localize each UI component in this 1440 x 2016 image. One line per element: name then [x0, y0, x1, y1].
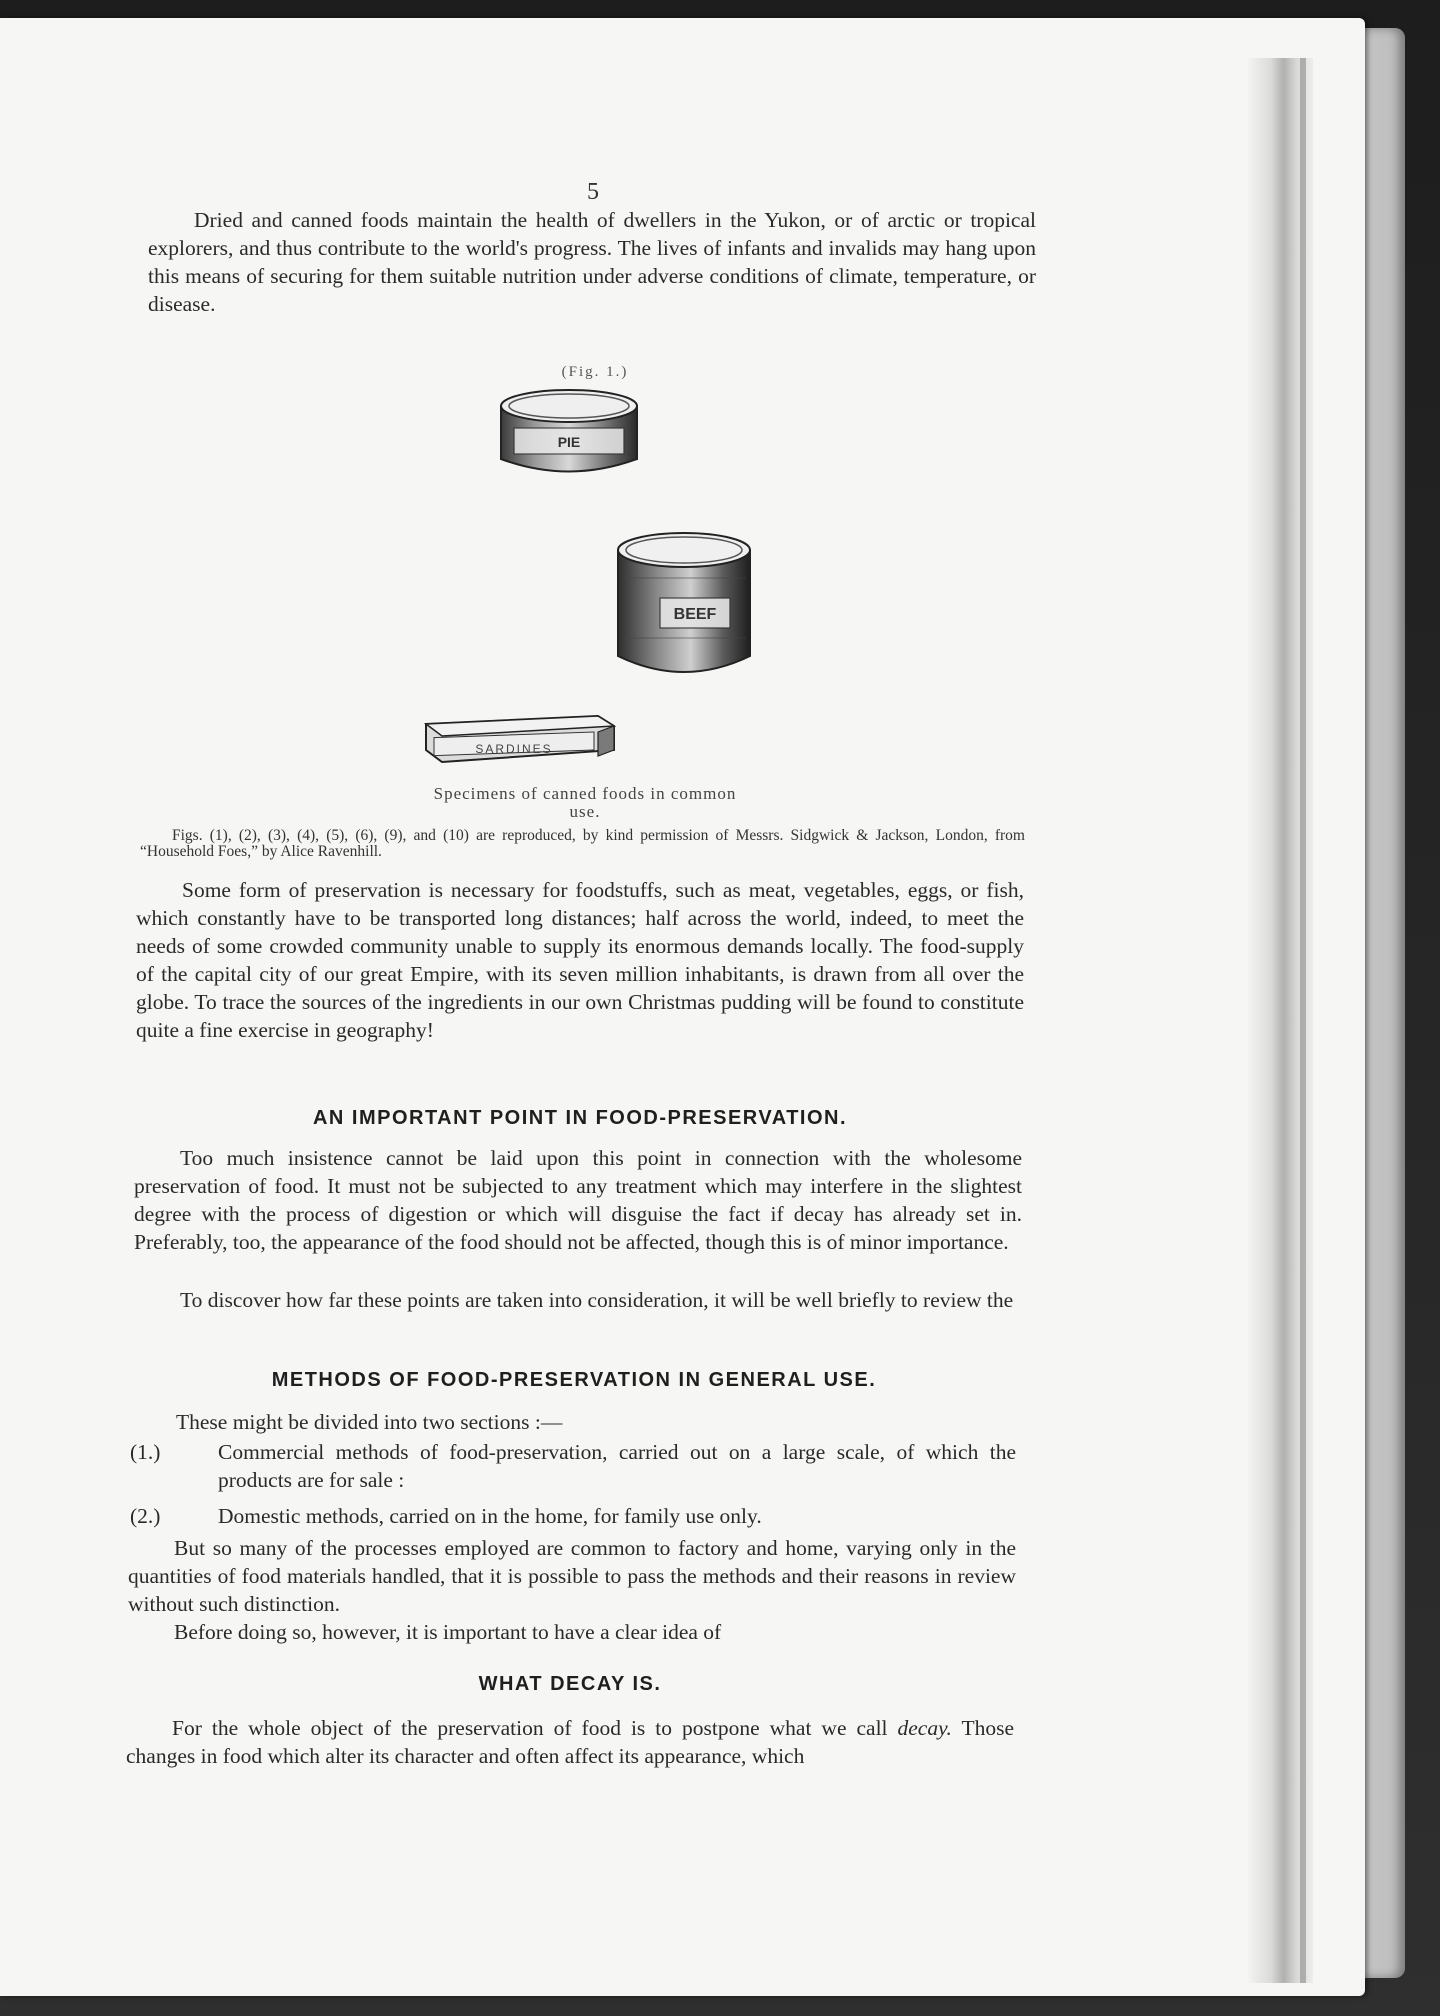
paragraph-two-sections: These might be divided into two sections :—: [176, 1410, 563, 1434]
list-item-number: (2.): [130, 1504, 161, 1528]
figure-caption: Specimens of canned foods in common use.: [433, 784, 737, 821]
svg-text:PIE: PIE: [557, 434, 581, 450]
paragraph-preservation-necessity: Some form of preservation is necessary for foodstuffs, such as meat, vegetables, eggs, or fish, which constantly have to be transported long distances; half across the world, indeed, to meet the needs of some crowded community unable to supply its enormous demands locally. The food-supply of the capital city of our great Empire, with its seven million inhabitants, is drawn from all over the globe. To trace the sources of the ingredients in our own Christmas pudding will be found to constitute quite a fine exercise in geography!: [136, 878, 1024, 1042]
figure-label: (Fig. 1.): [561, 364, 629, 380]
pie-tin-illustration: [496, 384, 642, 484]
list-item: [130, 1502, 1016, 1530]
page-binding-line: [1300, 58, 1306, 1983]
list-item-text: Commercial methods of food-preservation, carried out on a large scale, of which the products are for sale :: [218, 1440, 1016, 1492]
heading-methods: METHODS OF FOOD-PRESERVATION IN GENERAL USE.: [271, 1369, 877, 1391]
paragraph-decay-intro: Before doing so, however, it is important to have a clear idea of: [174, 1620, 722, 1644]
sardines-tin-illustration: [422, 710, 618, 768]
svg-text:BEEF: BEEF: [673, 606, 717, 623]
paragraph-decay-definition: [126, 1714, 1014, 1770]
page-number: 5: [587, 179, 599, 205]
heading-important-point: AN IMPORTANT POINT IN FOOD-PRESERVATION.: [312, 1107, 848, 1129]
intro-paragraph: Dried and canned foods maintain the health of dwellers in the Yukon, or of arctic or tropical explorers, and thus contribute to the world's progress. The lives of infants and invalids may hang upon this means of securing for them suitable nutrition under adverse conditions of climate, temperature, or disease.: [148, 208, 1036, 316]
beef-tin-illustration: [612, 528, 756, 680]
svg-text:SARDINES: SARDINES: [475, 742, 553, 756]
paragraph-important-point: Too much insistence cannot be laid upon this point in connection with the wholesome preservation of food. It must not be subjected to any treatment which may interfere in the slightest degree with the process of digestion or which will disguise the fact if decay has already set in. Preferably, too, the appearance of the food should not be affected, though this is of minor importance.: [134, 1146, 1022, 1254]
decay-text-start: For the whole object of the preservation of food is to postpone what we call: [172, 1716, 898, 1740]
paragraph-review-intro: To discover how far these points are taken into consideration, it will be well briefly to review the: [180, 1288, 1014, 1312]
decay-text-end: Those changes in food which alter its character and often affect its appearance, which: [126, 1716, 1014, 1768]
paragraph-common-processes: But so many of the processes employed are common to factory and home, varying only in the quantities of food materials handled, that it is possible to pass the methods and their reasons in review without such distinction.: [128, 1536, 1016, 1616]
book-page: [0, 18, 1365, 1996]
list-item-text: Domestic methods, carried on in the home, for family use only.: [218, 1504, 762, 1528]
decay-term: decay.: [897, 1716, 952, 1740]
figure-credits: Figs. (1), (2), (3), (4), (5), (6), (9), and (10) are reproduced, by kind permission of Messrs. Sidgwick & Jackson, London, from “Household Foes,” by Alice Ravenhill.: [140, 827, 1025, 860]
list-item-number: (1.): [130, 1440, 161, 1464]
list-item: [130, 1438, 1016, 1494]
heading-what-decay-is: WHAT DECAY IS.: [478, 1673, 662, 1695]
